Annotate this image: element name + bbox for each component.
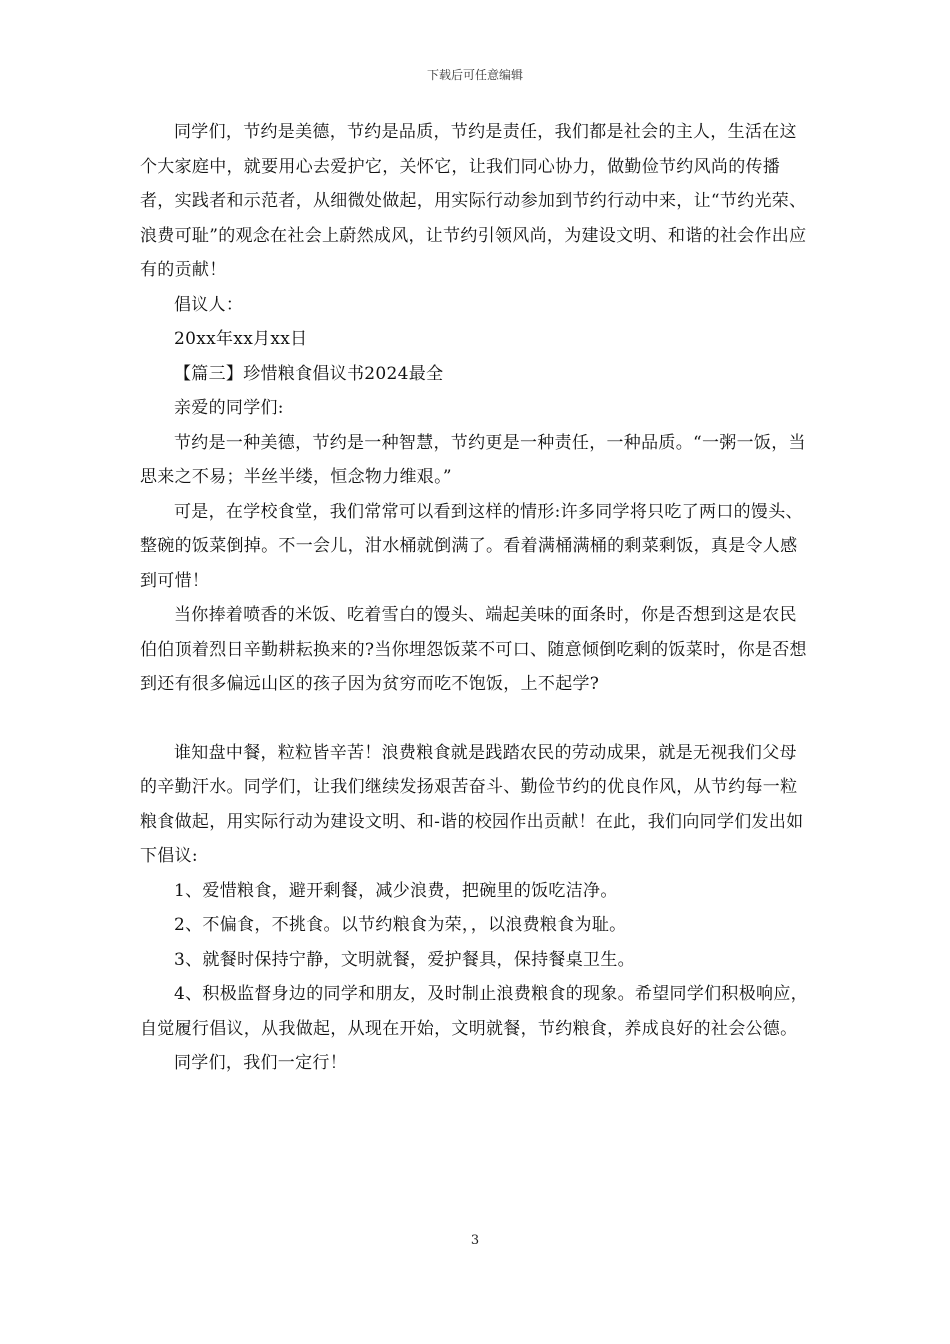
page-header: 下载后可任意编辑 (426, 68, 523, 82)
paragraph-hardship: 谁知盘中餐，粒粒皆辛苦！浪费粮食就是践踏农民的劳动成果，就是无视我们父母的辛勤汗水。同学们，让我们继续发扬艰苦奋斗、勤俭节约的优良作风，从节约每一粒粮食做起，用实际行动为建设文明、和-谐的校园作出贡献！在此，我们向同学们发出如下倡议: (140, 742, 804, 866)
list-item-1: 1、爱惜粮食，避开剩餐，减少浪费，把碗里的饭吃洁净。 (174, 880, 618, 901)
list-item-3: 3、就餐时保持宁静，文明就餐，爱护餐具，保持餐桌卫生。 (174, 949, 635, 970)
list-item-4: 4、积极监督身边的同学和朋友，及时制止浪费粮食的现象。希望同学们积极响应，自觉履行倡议，从我做起，从现在开始，文明就餐，节约粮食，养成良好的社会公德。 (140, 984, 808, 1039)
paragraph-salutation: 亲爱的同学们: (174, 398, 284, 418)
document-body (140, 115, 810, 1081)
paragraph-frugality-closing: 同学们，节约是美德，节约是品质，节约是责任，我们都是社会的主人，生活在这个大家庭中，就要用心去爱护它，关怀它，让我们同心协力，做勤俭节约风尚的传播者，实践者和示范者，从细微处做起，用实际行动参加到节约行动中来，让“节约光荣、浪费可耻”的观念在社会上蔚然成风，让节约引领风尚，为建设文明、和谐的社会作出应有的贡献！ (140, 122, 807, 280)
paragraph-farmers: 当你捧着喷香的米饭、吃着雪白的馒头、端起美味的面条时，你是否想到这是农民伯伯顶着烈日辛勤耕耘换来的?当你埋怨饭菜不可口、随意倾倒吃剩的饭菜时，你是否想到还有很多偏远山区的孩子因为贫穷而吃不饱饭，上不起学? (140, 605, 807, 694)
paragraph-closing: 同学们，我们一定行！ (174, 1053, 347, 1073)
section-title: 【篇三】珍惜粮食倡议书2024最全 (174, 363, 444, 384)
paragraph-canteen: 可是，在学校食堂，我们常常可以看到这样的情形:许多同学将只吃了两口的馒头、整碗的饭菜倒掉。不一会儿，泔水桶就倒满了。看着满桶满桶的剩菜剩饭，真是令人感到可惜！ (140, 501, 803, 591)
paragraph-date: 20xx年xx月xx日 (174, 329, 308, 349)
list-item-2: 2、不偏食，不挑食。以节约粮食为荣，，以浪费粮食为耻。 (174, 915, 627, 935)
paragraph-virtue: 节约是一种美德，节约是一种智慧，节约更是一种责任，一种品质。“一粥一饭，当思来之不易；半丝半缕，恒念物力维艰。” (140, 432, 806, 487)
paragraph-signatory: 倡议人： (174, 294, 244, 315)
page-number: 3 (470, 1233, 480, 1248)
paragraph-spacer (140, 702, 810, 736)
